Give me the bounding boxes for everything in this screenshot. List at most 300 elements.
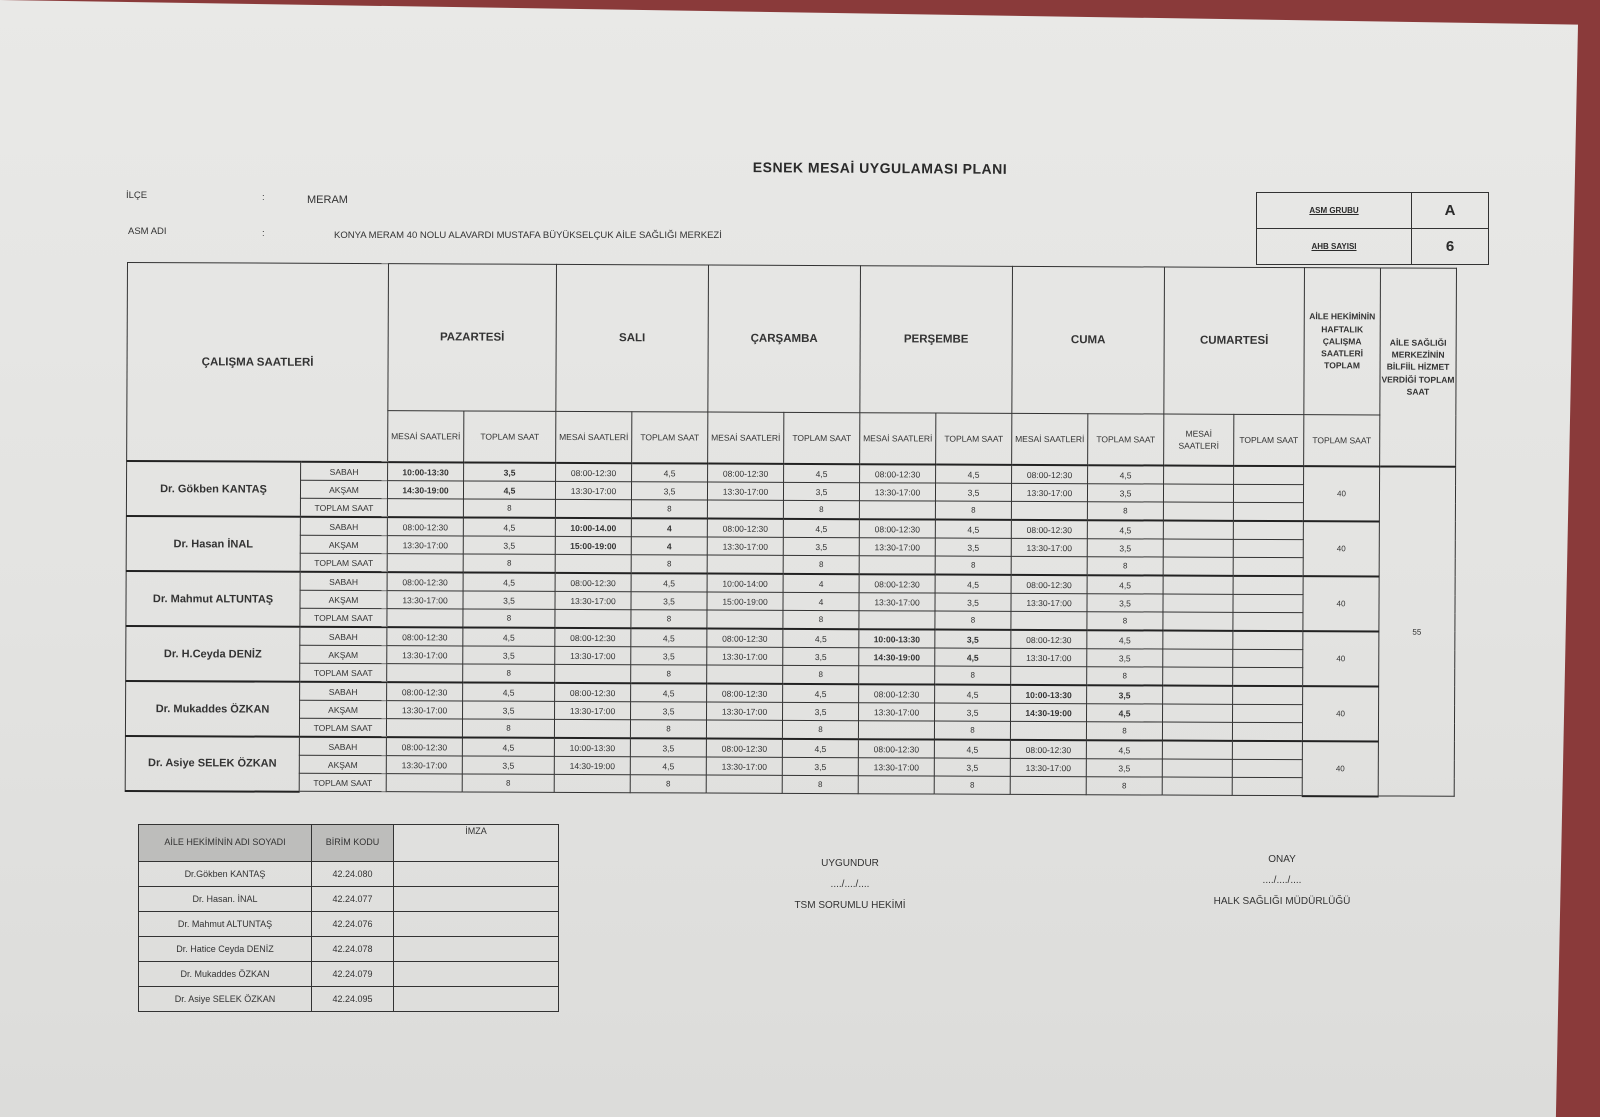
time-range-cell: 08:00-12:30 xyxy=(707,519,783,538)
day-total-cell: 8 xyxy=(463,554,555,573)
signature-row xyxy=(139,862,559,887)
empty-cell xyxy=(387,609,463,628)
empty-cell xyxy=(859,556,935,575)
aksam-label: AKŞAM xyxy=(300,700,387,718)
time-range-cell: 13:30-17:00 xyxy=(707,702,783,720)
empty-cell xyxy=(387,499,463,518)
mesai-saatleri-header: MESAİ SAATLERİ xyxy=(1164,414,1234,466)
hours-cell: 4,5 xyxy=(630,757,706,775)
signature-row xyxy=(139,937,559,962)
schedule-table xyxy=(125,262,1457,797)
time-range-cell: 13:30-17:00 xyxy=(555,481,631,499)
time-range-cell: 08:00-12:30 xyxy=(555,683,631,702)
sig-unit-code: 42.24.077 xyxy=(312,887,394,912)
saturday-hours-cell xyxy=(1232,759,1302,777)
hours-cell: 4,5 xyxy=(783,684,859,703)
weekly-total-cell: 40 xyxy=(1303,521,1379,576)
empty-cell xyxy=(707,555,783,574)
asm-value: KONYA MERAM 40 NOLU ALAVARDI MUSTAFA BÜYÜKSELÇUK AİLE SAĞLIĞI MERKEZİ xyxy=(334,230,722,241)
time-range-cell: 13:30-17:00 xyxy=(387,646,463,664)
day-total-cell: 8 xyxy=(463,664,555,683)
mesai-saatleri-header: MESAİ SAATLERİ xyxy=(708,412,784,464)
hours-cell: 3,5 xyxy=(463,536,555,554)
signature-row xyxy=(139,912,559,937)
hours-cell: 3,5 xyxy=(630,738,706,757)
weekly-toplam-saat-header: TOPLAM SAAT xyxy=(1304,415,1380,467)
hours-cell: 3,5 xyxy=(783,537,859,555)
day-total-cell: 8 xyxy=(935,666,1011,685)
day-total-cell: 8 xyxy=(1087,502,1163,521)
sig-signature-field[interactable] xyxy=(394,912,559,937)
time-range-cell: 13:30-17:00 xyxy=(859,538,935,556)
aksam-label: AKŞAM xyxy=(300,645,387,663)
sig-header-name: AİLE HEKİMİNİN ADI SOYADI xyxy=(139,825,312,862)
day-total-cell: 8 xyxy=(783,610,859,629)
saturday-time-cell xyxy=(1163,576,1233,595)
time-range-cell: 08:00-12:30 xyxy=(1010,740,1086,759)
time-range-cell: 08:00-12:30 xyxy=(1011,520,1087,539)
day-total-cell: 8 xyxy=(783,665,859,684)
day-total-cell: 8 xyxy=(630,775,706,793)
empty-cell xyxy=(859,611,935,630)
time-range-cell: 13:30-17:00 xyxy=(1010,758,1086,776)
saturday-hours-cell xyxy=(1233,667,1303,686)
hours-cell: 3,5 xyxy=(783,482,859,500)
empty-cell xyxy=(859,666,935,685)
empty-cell xyxy=(387,554,463,573)
day-total-cell: 8 xyxy=(631,610,707,629)
time-range-cell: 08:00-12:30 xyxy=(386,737,462,756)
toplam-saat-label: TOPLAM SAAT xyxy=(299,773,386,791)
weekly-total-cell: 40 xyxy=(1303,466,1379,521)
time-range-cell: 13:30-17:00 xyxy=(1011,483,1087,501)
hours-cell: 4,5 xyxy=(935,685,1011,704)
toplam-saat-header: TOPLAM SAAT xyxy=(784,412,860,464)
ahb-count-label: AHB SAYISI xyxy=(1257,229,1412,265)
ilce-label: İLÇE xyxy=(126,190,148,201)
hours-cell: 4,5 xyxy=(782,739,858,758)
hsm-date-blank: ..../..../.... xyxy=(1262,875,1302,886)
hours-cell: 4,5 xyxy=(631,573,707,592)
hours-cell: 3,5 xyxy=(783,647,859,665)
time-range-cell: 08:00-12:30 xyxy=(387,627,463,646)
hours-cell: 4,5 xyxy=(463,517,555,536)
time-range-cell: 08:00-12:30 xyxy=(387,682,463,701)
time-range-cell: 08:00-12:30 xyxy=(859,684,935,703)
saturday-hours-cell xyxy=(1233,704,1303,722)
day-total-cell: 8 xyxy=(631,500,707,519)
time-range-cell: 08:00-12:30 xyxy=(859,574,935,593)
saturday-hours-cell xyxy=(1233,539,1303,557)
hours-cell: 4,5 xyxy=(1086,740,1162,759)
asm-group-label: ASM GRUBU xyxy=(1257,193,1412,229)
saturday-hours-cell xyxy=(1233,631,1303,650)
time-range-cell: 08:00-12:30 xyxy=(556,463,632,482)
doctor-name: Dr. Asiye SELEK ÖZKAN xyxy=(125,736,299,791)
hours-cell: 3,5 xyxy=(1087,594,1163,612)
time-range-cell: 08:00-12:30 xyxy=(1012,465,1088,484)
empty-cell xyxy=(859,501,935,520)
time-range-cell: 13:30-17:00 xyxy=(1011,593,1087,611)
weekly-total-header: AİLE HEKİMİNİN HAFTALIK ÇALIŞMA SAATLERİ TOPLAM xyxy=(1304,268,1381,415)
time-range-cell: 13:30-17:00 xyxy=(386,756,462,774)
empty-cell xyxy=(555,499,631,518)
hours-cell: 4,5 xyxy=(463,682,555,701)
empty-cell xyxy=(858,776,934,794)
empty-cell xyxy=(555,664,631,683)
day-total-cell: 8 xyxy=(463,499,555,518)
sig-doctor-name: Dr.Gökben KANTAŞ xyxy=(139,862,312,887)
saturday-time-cell xyxy=(1163,594,1233,612)
sabah-label: SABAH xyxy=(301,462,388,481)
hours-cell: 3,5 xyxy=(464,462,556,481)
empty-cell xyxy=(554,719,630,738)
empty-cell xyxy=(707,665,783,684)
saturday-time-cell xyxy=(1163,631,1233,650)
time-range-cell: 08:00-12:30 xyxy=(555,628,631,647)
working-hours-header: ÇALIŞMA SAATLERİ xyxy=(127,263,389,463)
saturday-hours-cell xyxy=(1233,557,1303,576)
toplam-saat-header: TOPLAM SAAT xyxy=(936,413,1012,465)
saturday-hours-cell xyxy=(1233,612,1303,631)
time-range-cell: 13:30-17:00 xyxy=(1011,538,1087,556)
signature-row xyxy=(139,962,559,987)
sig-unit-code: 42.24.078 xyxy=(312,937,394,962)
asm-colon: : xyxy=(262,228,265,239)
hours-cell: 4,5 xyxy=(1087,704,1163,722)
time-range-cell: 13:30-17:00 xyxy=(858,758,934,776)
document-title: ESNEK MESAİ UYGULAMASI PLANI xyxy=(752,159,1008,177)
mesai-saatleri-header: MESAİ SAATLERİ xyxy=(1012,413,1088,465)
empty-cell xyxy=(386,719,462,738)
time-range-cell: 13:30-17:00 xyxy=(859,703,935,721)
time-range-cell: 13:30-17:00 xyxy=(387,536,463,554)
saturday-time-cell xyxy=(1164,466,1234,485)
time-range-cell: 14:30-19:00 xyxy=(1011,703,1087,721)
hours-cell: 4,5 xyxy=(784,464,860,483)
saturday-time-cell xyxy=(1162,759,1232,777)
hours-cell: 4,5 xyxy=(1088,465,1164,484)
empty-cell xyxy=(707,500,783,519)
empty-cell xyxy=(1010,776,1086,794)
ahb-count-value: 6 xyxy=(1412,229,1489,265)
time-range-cell: 08:00-12:30 xyxy=(387,572,463,591)
day-header: PAZARTESİ xyxy=(388,264,557,412)
asm-label: ASM ADI xyxy=(128,226,167,237)
ilce-value: MERAM xyxy=(307,194,348,206)
toplam-saat-header: TOPLAM SAAT xyxy=(1088,414,1164,466)
time-range-cell: 10:00-13:30 xyxy=(388,462,464,481)
empty-cell xyxy=(1011,611,1087,630)
time-range-cell: 13:30-17:00 xyxy=(707,482,783,500)
toplam-saat-label: TOPLAM SAAT xyxy=(300,498,387,517)
day-total-cell: 8 xyxy=(630,720,706,739)
hours-cell: 4,5 xyxy=(1087,575,1163,594)
hours-cell: 4,5 xyxy=(935,575,1011,594)
saturday-time-cell xyxy=(1163,539,1233,557)
time-range-cell: 10:00-14.00 xyxy=(555,518,631,537)
saturday-hours-cell xyxy=(1233,594,1303,612)
time-range-cell: 08:00-12:30 xyxy=(707,684,783,703)
saturday-hours-cell xyxy=(1233,649,1303,667)
day-total-cell: 8 xyxy=(1086,777,1162,795)
time-range-cell: 15:00-19:00 xyxy=(707,592,783,610)
aksam-label: AKŞAM xyxy=(299,755,386,773)
saturday-time-cell xyxy=(1163,502,1233,521)
hours-cell: 3,5 xyxy=(935,538,1011,556)
day-header: ÇARŞAMBA xyxy=(708,265,861,413)
sig-doctor-name: Dr. Mukaddes ÖZKAN xyxy=(139,962,312,987)
saturday-hours-cell xyxy=(1232,722,1302,741)
hours-cell: 3,5 xyxy=(782,757,858,775)
day-total-cell: 8 xyxy=(1086,722,1162,741)
hours-cell: 4,5 xyxy=(632,463,708,482)
saturday-time-cell xyxy=(1163,521,1233,540)
day-total-cell: 8 xyxy=(935,611,1011,630)
empty-cell xyxy=(1011,666,1087,685)
time-range-cell: 08:00-12:30 xyxy=(555,573,631,592)
day-header: CUMARTESİ xyxy=(1164,267,1305,415)
saturday-hours-cell xyxy=(1232,777,1302,795)
sabah-label: SABAH xyxy=(300,682,387,701)
empty-cell xyxy=(706,720,782,739)
time-range-cell: 10:00-14:00 xyxy=(707,574,783,593)
saturday-hours-cell xyxy=(1233,502,1303,521)
empty-cell xyxy=(1011,501,1087,520)
tsm-approval-block xyxy=(760,858,940,921)
empty-cell xyxy=(858,721,934,740)
doctor-name: Dr. Mahmut ALTUNTAŞ xyxy=(126,571,300,627)
doctor-name: Dr. H.Ceyda DENİZ xyxy=(126,626,300,682)
empty-cell xyxy=(554,774,630,792)
saturday-time-cell xyxy=(1163,667,1233,686)
toplam-saat-header: TOPLAM SAAT xyxy=(464,411,556,463)
hsm-approval-block xyxy=(1192,854,1372,917)
saturday-hours-cell xyxy=(1234,466,1304,485)
empty-cell xyxy=(555,609,631,628)
day-total-cell: 8 xyxy=(631,665,707,684)
hours-cell: 4,5 xyxy=(935,520,1011,539)
day-total-cell: 8 xyxy=(1087,612,1163,631)
time-range-cell: 08:00-12:30 xyxy=(706,739,782,758)
sig-doctor-name: Dr. Mahmut ALTUNTAŞ xyxy=(139,912,312,937)
time-range-cell: 13:30-17:00 xyxy=(859,483,935,501)
sig-signature-field[interactable] xyxy=(394,862,559,887)
time-range-cell: 10:00-13:30 xyxy=(554,738,630,757)
saturday-time-cell xyxy=(1163,649,1233,667)
saturday-hours-cell xyxy=(1233,521,1303,540)
hours-cell: 4,5 xyxy=(1087,520,1163,539)
uygundur-label: UYGUNDUR xyxy=(821,858,879,869)
time-range-cell: 13:30-17:00 xyxy=(859,593,935,611)
hours-cell: 4,5 xyxy=(463,627,555,646)
saturday-time-cell xyxy=(1162,777,1232,795)
time-range-cell: 13:30-17:00 xyxy=(555,701,631,719)
hours-cell: 3,5 xyxy=(462,756,554,774)
weekly-total-cell: 40 xyxy=(1302,741,1378,796)
weekly-total-cell: 40 xyxy=(1303,631,1379,686)
day-total-cell: 8 xyxy=(462,719,554,738)
hours-cell: 4,5 xyxy=(934,740,1010,759)
hours-cell: 4,5 xyxy=(631,683,707,702)
empty-cell xyxy=(706,775,782,793)
mesai-saatleri-header: MESAİ SAATLERİ xyxy=(388,411,464,463)
hours-cell: 4,5 xyxy=(462,737,554,756)
weekly-total-cell: 40 xyxy=(1303,576,1379,631)
hours-cell: 3,5 xyxy=(1087,649,1163,667)
hours-cell: 4,5 xyxy=(936,465,1012,484)
sig-unit-code: 42.24.095 xyxy=(312,987,394,1012)
sig-signature-field[interactable] xyxy=(394,887,559,912)
center-total-header: AİLE SAĞLIĞI MERKEZİNİN BİLFİİL HİZMET VERDİĞİ TOPLAM SAAT xyxy=(1380,268,1457,467)
asm-info-box xyxy=(1256,192,1489,265)
empty-cell xyxy=(387,664,463,683)
day-header: SALI xyxy=(556,264,709,412)
hours-cell: 3,5 xyxy=(935,593,1011,611)
tsm-title: TSM SORUMLU HEKİMİ xyxy=(794,900,906,911)
time-range-cell: 13:30-17:00 xyxy=(387,591,463,609)
sig-signature-field[interactable] xyxy=(394,962,559,987)
hours-cell: 3,5 xyxy=(631,647,707,665)
hours-cell: 3,5 xyxy=(1087,539,1163,557)
hours-cell: 3,5 xyxy=(934,758,1010,776)
hours-cell: 4,5 xyxy=(783,519,859,538)
hours-cell: 3,5 xyxy=(1087,685,1163,704)
sabah-label: SABAH xyxy=(300,517,387,536)
hours-cell: 4 xyxy=(631,537,707,555)
saturday-hours-cell xyxy=(1232,741,1302,760)
saturday-hours-cell xyxy=(1233,484,1303,502)
hours-cell: 4 xyxy=(631,518,707,537)
saturday-time-cell xyxy=(1163,557,1233,576)
time-range-cell: 13:30-17:00 xyxy=(555,591,631,609)
signature-row xyxy=(139,987,559,1012)
time-range-cell: 08:00-12:30 xyxy=(858,739,934,758)
signature-row xyxy=(139,887,559,912)
time-range-cell: 10:00-13:30 xyxy=(1011,685,1087,704)
hours-cell: 4,5 xyxy=(935,648,1011,666)
sig-header-signature: İMZA xyxy=(394,825,559,862)
time-range-cell: 08:00-12:30 xyxy=(387,517,463,536)
saturday-time-cell xyxy=(1163,484,1233,502)
saturday-time-cell xyxy=(1163,704,1233,722)
time-range-cell: 14:30-19:00 xyxy=(554,756,630,774)
sig-doctor-name: Dr. Hatice Ceyda DENİZ xyxy=(139,937,312,962)
hours-cell: 3,5 xyxy=(1087,484,1163,502)
empty-cell xyxy=(707,610,783,629)
hours-cell: 4,5 xyxy=(1087,630,1163,649)
time-range-cell: 13:30-17:00 xyxy=(706,757,782,775)
saturday-time-cell xyxy=(1163,612,1233,631)
time-range-cell: 08:00-12:30 xyxy=(1011,575,1087,594)
hours-cell: 3,5 xyxy=(631,482,707,500)
sig-unit-code: 42.24.079 xyxy=(312,962,394,987)
time-range-cell: 13:30-17:00 xyxy=(387,701,463,719)
sig-signature-field[interactable] xyxy=(394,937,559,962)
day-header: PERŞEMBE xyxy=(860,266,1013,414)
toplam-saat-label: TOPLAM SAAT xyxy=(299,718,386,737)
time-range-cell: 13:30-17:00 xyxy=(707,537,783,555)
day-total-cell: 8 xyxy=(783,500,859,519)
saturday-hours-cell xyxy=(1233,686,1303,705)
hours-cell: 4,5 xyxy=(463,572,555,591)
time-range-cell: 14:30-19:00 xyxy=(387,481,463,499)
empty-cell xyxy=(1010,721,1086,740)
toplam-saat-label: TOPLAM SAAT xyxy=(300,663,387,682)
hours-cell: 3,5 xyxy=(935,703,1011,721)
sig-doctor-name: Dr. Hasan. İNAL xyxy=(139,887,312,912)
day-total-cell: 8 xyxy=(631,555,707,574)
time-range-cell: 08:00-12:30 xyxy=(1011,630,1087,649)
day-total-cell: 8 xyxy=(935,556,1011,575)
sig-signature-field[interactable] xyxy=(394,987,559,1012)
hours-cell: 3,5 xyxy=(783,702,859,720)
day-total-cell: 8 xyxy=(934,776,1010,794)
mesai-saatleri-header: MESAİ SAATLERİ xyxy=(556,411,632,463)
saturday-time-cell xyxy=(1162,741,1232,760)
aksam-label: AKŞAM xyxy=(300,590,387,608)
hsm-title: HALK SAĞLIĞI MÜDÜRLÜĞÜ xyxy=(1213,896,1351,907)
toplam-saat-header: TOPLAM SAAT xyxy=(1234,414,1304,466)
day-header: CUMA xyxy=(1012,266,1165,414)
onay-label: ONAY xyxy=(1268,854,1296,865)
empty-cell xyxy=(386,774,462,792)
day-total-cell: 8 xyxy=(1087,557,1163,576)
day-total-cell: 8 xyxy=(1087,667,1163,686)
day-total-cell: 8 xyxy=(463,609,555,628)
toplam-saat-label: TOPLAM SAAT xyxy=(300,608,387,627)
day-total-cell: 8 xyxy=(935,501,1011,520)
toplam-saat-header: TOPLAM SAAT xyxy=(632,412,708,464)
hours-cell: 3,5 xyxy=(463,701,555,719)
day-total-cell: 8 xyxy=(782,775,858,793)
signature-table xyxy=(138,824,559,1012)
day-total-cell: 8 xyxy=(934,721,1010,740)
hours-cell: 3,5 xyxy=(1086,759,1162,777)
saturday-time-cell xyxy=(1162,722,1232,741)
hours-cell: 4 xyxy=(783,574,859,593)
sig-header-code: BİRİM KODU xyxy=(312,825,394,862)
sabah-label: SABAH xyxy=(300,627,387,646)
sig-doctor-name: Dr. Asiye SELEK ÖZKAN xyxy=(139,987,312,1012)
doctor-name: Dr. Gökben KANTAŞ xyxy=(126,461,300,517)
hours-cell: 3,5 xyxy=(463,591,555,609)
time-range-cell: 08:00-12:30 xyxy=(707,629,783,648)
toplam-saat-label: TOPLAM SAAT xyxy=(300,553,387,572)
time-range-cell: 15:00-19:00 xyxy=(555,536,631,554)
hours-cell: 4 xyxy=(783,592,859,610)
day-total-cell: 8 xyxy=(783,555,859,574)
time-range-cell: 14:30-19:00 xyxy=(859,648,935,666)
hours-cell: 4,5 xyxy=(631,628,707,647)
day-total-cell: 8 xyxy=(782,720,858,739)
center-total-cell: 55 xyxy=(1378,466,1455,796)
aksam-label: AKŞAM xyxy=(300,535,387,553)
doctor-name: Dr. Hasan İNAL xyxy=(126,516,300,572)
empty-cell xyxy=(555,554,631,573)
hours-cell: 3,5 xyxy=(935,630,1011,649)
doctor-name: Dr. Mukaddes ÖZKAN xyxy=(125,681,299,737)
time-range-cell: 10:00-13:30 xyxy=(859,629,935,648)
saturday-time-cell xyxy=(1163,686,1233,705)
time-range-cell: 08:00-12:30 xyxy=(860,464,936,483)
sabah-label: SABAH xyxy=(299,737,386,756)
sig-unit-code: 42.24.080 xyxy=(312,862,394,887)
aksam-label: AKŞAM xyxy=(300,480,387,498)
time-range-cell: 08:00-12:30 xyxy=(859,519,935,538)
sig-unit-code: 42.24.076 xyxy=(312,912,394,937)
empty-cell xyxy=(1011,556,1087,575)
